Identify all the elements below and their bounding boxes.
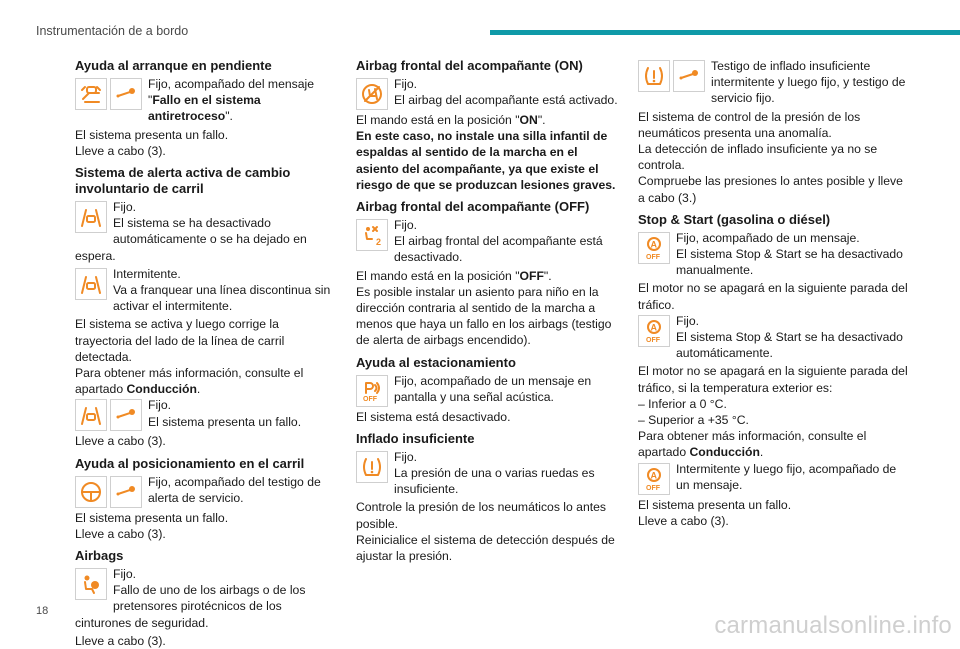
text: El sistema Stop & Start se ha desactivado automáticamente. — [676, 330, 903, 361]
warning-block — [356, 217, 618, 266]
icon-group — [75, 476, 145, 508]
text: La presión de una o varias ruedas es insuficiente. — [394, 466, 595, 497]
warning-text: En este caso, no instale una silla infantil de espaldas al sentido de la marcha en el asiento del acompañante, ya que existe el riesgo de que se produzcan lesiones graves. — [356, 129, 616, 192]
icon-group — [75, 268, 110, 300]
text: . — [196, 382, 201, 397]
text: Fijo. — [394, 218, 418, 233]
warning-block — [356, 76, 618, 110]
passenger-airbag-off-icon — [356, 219, 388, 251]
text: Intermitente. — [113, 266, 181, 281]
stop-start-off-icon — [638, 232, 670, 264]
text: Compruebe las presiones lo antes posible y lleve a cabo (3.) — [638, 174, 903, 205]
lane-positioning-icon — [75, 476, 107, 508]
position-value: OFF — [519, 268, 544, 283]
section-title: Airbag frontal del acompañante (ON) — [356, 58, 583, 73]
section-title: Airbag frontal del acompañante (OFF) — [356, 199, 590, 215]
text: El sistema presenta un fallo. — [638, 497, 792, 512]
lane-departure-icon — [75, 399, 107, 431]
warning-block — [356, 373, 618, 407]
airbag-off-digit: 2 — [376, 237, 382, 248]
warning-block — [638, 230, 908, 279]
off-label: OFF — [646, 484, 660, 491]
warning-block — [638, 58, 908, 107]
warning-block — [638, 461, 908, 495]
icon-group — [75, 399, 145, 431]
text: El sistema está desactivado. — [356, 409, 511, 424]
text: Es posible instalar un asiento para niño en la dirección contraria al sentido de la marcha a menos que haya un fallo en los airbags (testigo de alerta de airbags encendido). — [356, 284, 612, 348]
text: El motor no se apagará en la siguiente parada del tráfico. — [638, 281, 908, 312]
text: ". — [543, 268, 552, 283]
message-text: Fallo en el sistema antiretroceso — [148, 93, 261, 124]
warning-block — [75, 474, 337, 508]
watermark: carmanualsonline.info — [714, 612, 952, 639]
text: Va a franquear una línea discontinua sin activar el intermitente. — [113, 283, 331, 314]
a-letter: A — [650, 239, 657, 250]
text: Lleve a cabo (3). — [638, 513, 729, 528]
text: El sistema Stop & Start se ha desactivado manualmente. — [676, 247, 903, 278]
text: Para obtener más información, consulte el apartado — [638, 429, 867, 460]
wrench-service-icon — [110, 399, 142, 431]
text: Fallo de uno de los airbags o de los pretensores pirotécnicos de los cinturones de seguridad. — [75, 583, 306, 630]
wrench-service-icon — [110, 78, 142, 110]
reference-link-text: Conducción — [126, 382, 197, 397]
parking-aid-off-icon — [356, 375, 388, 407]
text: Fijo, acompañado de un mensaje en pantalla y una señal acústica. — [394, 373, 592, 404]
section-title: Stop & Start (gasolina o diésel) — [638, 211, 831, 227]
section-title: Ayuda al arranque en pendiente — [75, 58, 272, 73]
text: Lleve a cabo (3). — [75, 434, 166, 449]
text: ". — [225, 109, 233, 124]
text: Fijo. — [148, 398, 172, 413]
section-title: Inflado insuficiente — [356, 430, 475, 446]
icon-group — [75, 78, 145, 110]
text: Reinicialice el sistema de detección después de ajustar la presión. — [356, 532, 615, 564]
off-label: OFF — [646, 336, 660, 343]
text: El airbag del acompañante está activado. — [394, 93, 618, 108]
text: El airbag frontal del acompañante está desactivado. — [394, 234, 603, 265]
text: Testigo de inflado insuficiente intermitente y luego fijo, y testigo de servicio fijo. — [711, 59, 906, 106]
text: Lleve a cabo (3). — [75, 143, 166, 158]
icon-group — [356, 78, 391, 110]
icon-group — [638, 463, 673, 495]
text: Fijo, acompañado de un mensaje. — [676, 230, 860, 245]
text: El sistema de control de la presión de los neumáticos presenta una anomalía. — [638, 109, 861, 140]
warning-block — [75, 566, 337, 631]
icon-group — [638, 315, 673, 347]
section-title: Airbags — [75, 548, 124, 564]
header-accent-bar — [490, 30, 960, 35]
section-title: Ayuda al posicionamiento en el carril — [75, 455, 305, 471]
text: Fijo. — [394, 77, 418, 91]
icon-group — [356, 219, 391, 251]
icon-group — [75, 201, 110, 233]
text: Fijo. — [676, 313, 700, 328]
text: Intermitente y luego fijo, acompañado de un mensaje. — [676, 461, 897, 492]
stop-start-off-icon — [638, 463, 670, 495]
hill-start-warning-icon — [75, 78, 107, 110]
page-number: 18 — [36, 605, 49, 617]
text: . — [759, 445, 764, 460]
tyre-pressure-icon — [638, 60, 670, 92]
stop-start-off-icon — [638, 315, 670, 347]
page-header-title: Instrumentación de a bordo — [36, 24, 189, 38]
text: Para obtener más información, consulte el apartado — [75, 366, 304, 397]
section-title: Ayuda al estacionamiento — [356, 354, 516, 370]
text: Fijo. — [394, 449, 418, 464]
column-3 — [638, 58, 908, 529]
warning-block — [638, 313, 908, 362]
icon-group — [75, 568, 110, 600]
text: El sistema presenta un fallo. — [75, 510, 229, 525]
reference-link-text: Conducción — [689, 445, 760, 460]
text: El mando está en la posición " — [356, 113, 520, 127]
text: El sistema presenta un fallo. — [148, 414, 302, 429]
text: Controle la presión de los neumáticos lo antes posible. — [356, 500, 606, 531]
text: Lleve a cabo (3). — [75, 633, 166, 648]
lane-departure-icon — [75, 201, 107, 233]
off-label: OFF — [646, 253, 660, 260]
lane-departure-icon — [75, 268, 107, 300]
warning-block — [75, 266, 337, 315]
warning-block — [356, 449, 618, 498]
wrench-service-icon — [110, 476, 142, 508]
icon-group — [638, 60, 708, 92]
icon-group — [638, 232, 673, 264]
text: Lleve a cabo (3). — [75, 526, 166, 541]
icon-group — [356, 451, 391, 483]
position-value: ON — [519, 113, 538, 127]
a-letter: A — [650, 470, 657, 481]
airbag-warning-icon — [75, 568, 107, 600]
icon-group — [356, 375, 391, 407]
text: El mando está en la posición " — [356, 268, 520, 283]
text: ". — [537, 113, 546, 127]
text: La detección de inflado insuficiente ya no se controla. — [638, 142, 878, 173]
text: El motor no se apagará en la siguiente parada del tráfico, si la temperatura exterior es: — [638, 364, 908, 395]
warning-block — [75, 199, 337, 264]
wrench-service-icon — [673, 60, 705, 92]
list-item: – Inferior a 0 °C. — [638, 396, 727, 411]
text: Fijo, acompañado del mensaje " — [148, 77, 314, 108]
text: Fijo, acompañado del testigo de alerta de servicio. — [148, 474, 321, 505]
column-2 — [356, 58, 618, 564]
list-item: – Superior a +35 °C. — [638, 413, 749, 428]
text: El sistema se activa y luego corrige la trayectoria del lado de la línea de carril detectada. — [75, 317, 285, 364]
passenger-airbag-on-icon — [356, 78, 388, 110]
text: El sistema presenta un fallo. — [75, 127, 229, 142]
text: Fijo. — [113, 567, 137, 582]
a-letter: A — [650, 322, 657, 333]
column-1 — [75, 58, 337, 649]
tyre-pressure-icon — [356, 451, 388, 483]
warning-block — [75, 76, 337, 125]
warning-block — [75, 397, 337, 431]
text: Fijo. — [113, 200, 137, 215]
off-label: OFF — [363, 395, 377, 403]
text: El sistema se ha desactivado automáticamente o se ha dejado en espera. — [75, 216, 307, 263]
section-title: Sistema de alerta activa de cambio involuntario de carril — [75, 165, 291, 197]
